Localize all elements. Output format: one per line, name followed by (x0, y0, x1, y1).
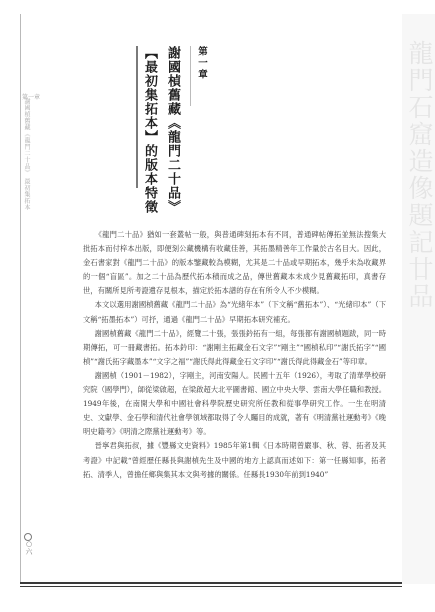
title-rule (136, 46, 138, 188)
paragraph: 謝國楨（1901－1982），字剛主，河南安陽人。民國十五年（1926），考取了清華學校研究院（國學門），師從梁啟超，在梁啟超大北平圖書館、國立中央大學、雲南大學任職和教授。1949年後，在南開大學和中國社會科學院歷史研究所任教和從事學研究工作。一生在明清史、文獻學、金石學和清代社會學領域都取得了令人矚目的成就，著有《明清黨社運動考》《晚明史籍考》《明清之際黨社運動考》等。 (83, 370, 386, 437)
section-title-line1: 謝國楨舊藏《龍門二十品》 (165, 46, 180, 214)
chapter-rule (190, 46, 191, 106)
section-title-line2: 【最初集拓本】的版本特徵 (142, 46, 157, 214)
paragraph: 本文以選用謝國楨舊藏《龍門二十品》為“光緒年本”（下文稱“舊拓本”）、“光緒印本”（下文稱“拓墨拓本”）可抒，通過《龍門二十品》早期拓本研究補充。 (83, 300, 386, 324)
page-number: ○六 (25, 540, 33, 555)
paragraph: 晉寧君與拓叔，據《豐縣文史資料》1985年第1輯《日本時期曾嚴事、秋、蓉、拓者及其考證》中記載“曾經歷任縣長與謝楨先生及中國的地方上認真而述如下：第一任縣知事，拓者拓、清季人，曾擔任鄉與集其本文與考據的關係。任縣長1930年前到1940” (83, 441, 386, 479)
side-book-title: 龍門石窟造像題記廿品 (405, 40, 434, 310)
chapter-label: 第一章 (196, 46, 207, 81)
paragraph: 謝國楨舊藏《龍門二十品》，經覽二十張，張張鈐拓有一組，每張都有謝國楨題跋，同一時期傳拓，可一冊藏書拓。拓本鈐印：“謝剛主拓藏金石文字”“剛主”“國楨私印”“謝氏拓字”“國楨”“謝氏拓字藏墨本”“文字之福”“謝氏得此得藏金石文字印”“謝氏得此得藏金石”等印章。 (83, 328, 386, 366)
bottom-rule-thin (20, 586, 402, 587)
left-chapter-mark: 第一章 (22, 94, 41, 101)
paragraph: 《龍門二十品》猶如一套叢帖一般，與普通碑刻拓本有不同，普通碑帖傳拓並無法搜集大批拓本而付梓本出版，即便刻公藏機構有收藏佳善，其拓墨精善年工作量於古名目大。因此，金石書家對《龍門二十品》的版本鑒藏較為模糊，尤其是二十品或早期拓本，幾乎未為收藏界的一個“盲區”。加之二十品為歷代拓本積而成之品，傳世舊藏本未成少見舊藏拓印，真書存世，有關所見所考證遺存見根本，描定於拓本譜的存在有所令人不少模糊。 (83, 230, 386, 296)
body-text (83, 228, 386, 482)
bottom-rule (20, 582, 402, 584)
left-running-title: 謝國楨舊藏《龍門二十品》 最初集拓本 (23, 98, 30, 211)
